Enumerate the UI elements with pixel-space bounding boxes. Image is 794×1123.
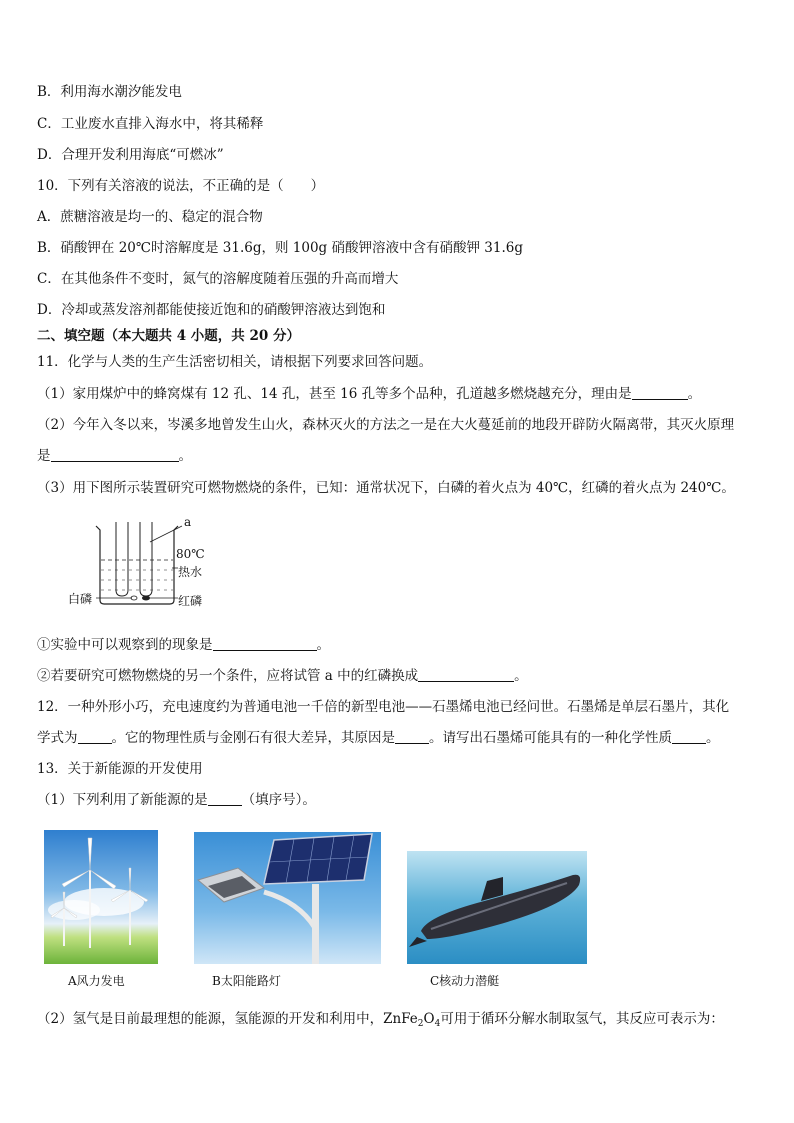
q12-text-b: 。它的物理性质与金刚石有很大差异，其原因是 [111, 730, 395, 746]
q11-part2-text: 是 [37, 448, 51, 464]
q11-part1-end: 。 [687, 386, 702, 402]
q12-line2 [37, 729, 720, 747]
q9-option-b: B．利用海水潮汐能发电 [37, 84, 182, 100]
q11-part2-line2 [37, 447, 192, 465]
fig-label-temp: 80℃ [176, 547, 205, 561]
q13-part2-sub1: 2 [417, 1019, 424, 1029]
answer-blank[interactable] [672, 730, 706, 744]
q10-stem: 10．下列有关溶液的说法，不正确的是（ ） [37, 178, 325, 194]
q12-line1: 12．一种外形小巧，充电速度约为普通电池一千倍的新型电池——石墨烯电池已经问世。石墨烯是单层石墨片，其化 [37, 699, 730, 715]
answer-blank[interactable] [208, 792, 242, 806]
caption-b: B太阳能路灯 [212, 974, 281, 988]
q13-part2-text1: （2）氢气是目前最理想的能源，氢能源的开发和利用中，ZnFe [37, 1011, 418, 1027]
q13-part2 [37, 1010, 724, 1033]
caption-a: A风力发电 [68, 974, 125, 988]
q10-option-b: B．硝酸钾在 20℃时溶解度是 31.6g，则 100g 硝酸钾溶液中含有硝酸钾 31.6g [37, 240, 523, 256]
q13-part1-text: （1）下列利用了新能源的是 [37, 792, 208, 808]
q11-sub2-end: 。 [514, 668, 528, 684]
answer-blank[interactable] [395, 730, 429, 744]
q11-part1 [37, 385, 701, 403]
fig-label-white-phosphorus: 白磷 [68, 592, 93, 606]
answer-blank[interactable] [51, 448, 179, 462]
q11-sub2-text: ②若要研究可燃物燃烧的另一个条件，应将试管 a 中的红磷换成 [37, 668, 419, 684]
answer-blank[interactable] [632, 386, 688, 400]
answer-blank[interactable] [418, 668, 514, 682]
q13-stem: 13．关于新能源的开发使用 [37, 761, 203, 777]
q11-part3: （3）用下图所示装置研究可燃物燃烧的条件，已知：通常状况下，白磷的着火点为 40℃，红磷的着火点为 240℃。 [37, 480, 735, 496]
q11-part1-text: （1）家用煤炉中的蜂窝煤有 12 孔、14 孔，甚至 16 孔等多个品种，孔道越多燃烧越充分，理由是 [37, 386, 632, 402]
fig-label-water: 热水 [178, 565, 203, 579]
answer-blank[interactable] [78, 730, 112, 744]
wind-turbine-photo [44, 830, 158, 964]
answer-blank[interactable] [213, 637, 317, 651]
fig-label-red-phosphorus: 红磷 [178, 594, 203, 608]
q11-sub1 [37, 636, 330, 654]
q11-stem: 11．化学与人类的生产生活密切相关，请根据下列要求回答问题。 [37, 354, 433, 370]
solar-panel-icon [194, 832, 381, 964]
q13-part2-text3: 可用于循环分解水制取氢气，其反应可表示为： [440, 1011, 724, 1027]
q10-option-a: A．蔗糖溶液是均一的、稳定的混合物 [37, 209, 263, 225]
q11-sub1-text: ①实验中可以观察到的现象是 [37, 637, 213, 653]
caption-c: C核动力潜艇 [430, 974, 500, 988]
q11-part2-end: 。 [178, 448, 192, 464]
section-heading: 二、填空题（本大题共 4 小题，共 20 分） [37, 328, 300, 344]
submarine-photo [407, 851, 587, 964]
q13-part2-text2: O [423, 1011, 435, 1027]
q10-option-d: D．冷却或蒸发溶剂都能使接近饱和的硝酸钾溶液达到饱和 [37, 302, 386, 318]
q10-option-c: C．在其他条件不变时，氮气的溶解度随着压强的升高而增大 [37, 271, 399, 287]
q13-part2-sub2: 4 [434, 1019, 441, 1029]
q9-option-c: C．工业废水直排入海水中，将其稀释 [37, 116, 264, 132]
submarine-icon [407, 851, 587, 964]
q13-part1 [37, 791, 316, 809]
q12-text-a: 学式为 [37, 730, 78, 746]
q11-sub1-end: 。 [316, 637, 330, 653]
q9-option-d: D．合理开发利用海底“可燃冰” [37, 147, 224, 163]
solar-lamp-photo [194, 832, 381, 964]
q12-text-d: 。 [706, 730, 720, 746]
q12-text-c: 。请写出石墨烯可能具有的一种化学性质 [429, 730, 672, 746]
q11-part2-line1: （2）今年入冬以来，岑溪多地曾发生山火，森林灭火的方法之一是在大火蔓延前的地段开辟防火隔离带，其灭火原理 [37, 417, 735, 433]
q11-sub2 [37, 667, 528, 685]
wind-turbine-icon [44, 830, 158, 964]
q13-part1-end: （填序号）。 [241, 792, 316, 808]
fig-label-a: a [184, 515, 192, 529]
